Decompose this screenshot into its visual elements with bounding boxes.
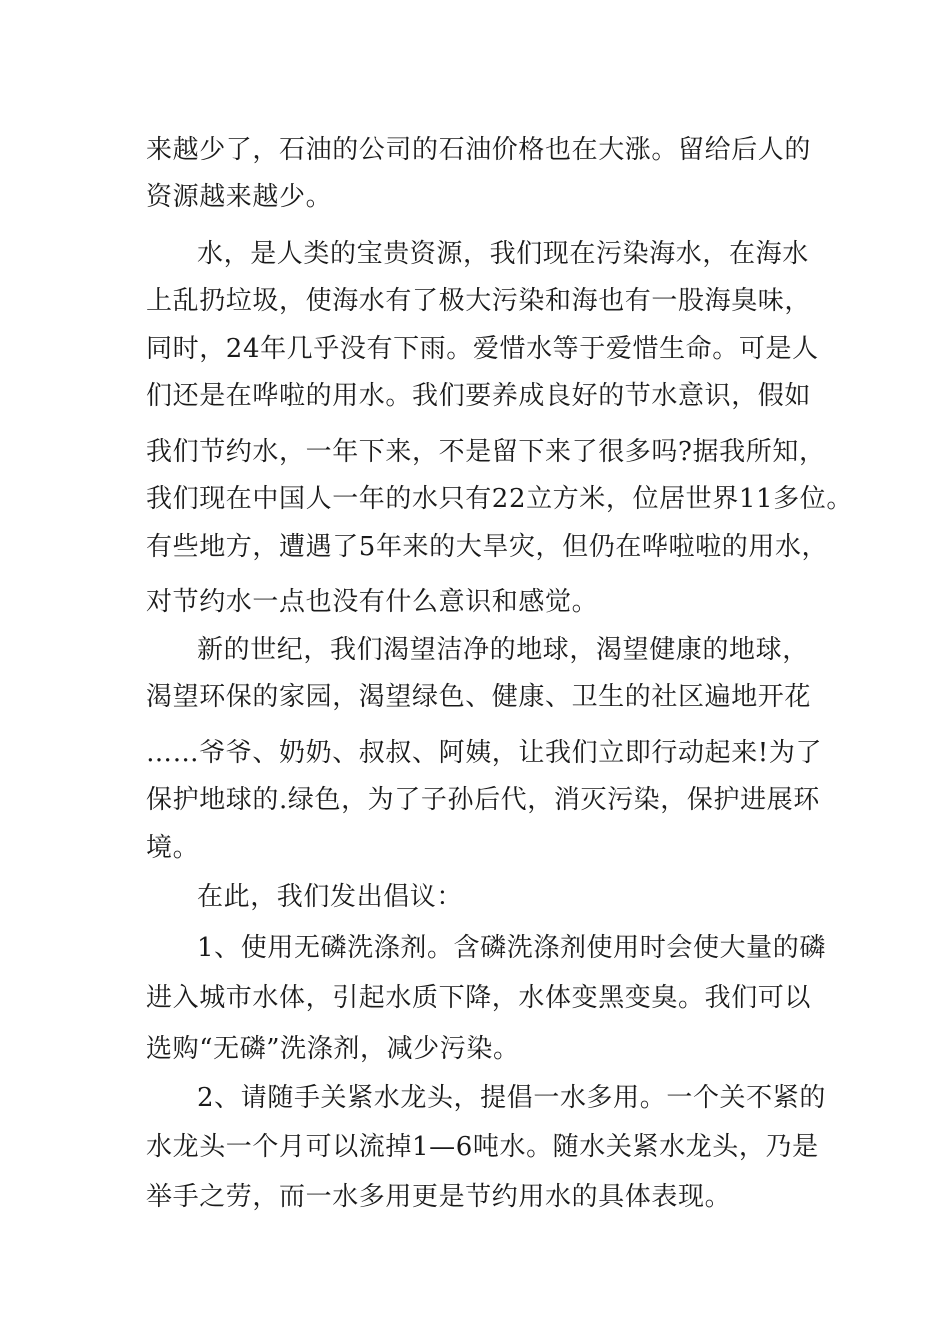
paragraph-first-line: 水，是人类的宝贵资源，我们现在污染海水，在海水 bbox=[197, 239, 809, 269]
body-text-line: 有些地方，遭遇了5年来的大旱灾，但仍在哗啦啦的用水， bbox=[146, 532, 829, 562]
body-text-line: 同时，24年几乎没有下雨。爱惜水等于爱惜生命。可是人 bbox=[146, 334, 819, 364]
paragraph-first-line: 1、使用无磷洗涤剂。含磷洗涤剂使用时会使大量的磷 bbox=[197, 933, 826, 963]
paragraph-first-line: 2、请随手关紧水龙头，提倡一水多用。一个关不紧的 bbox=[197, 1083, 826, 1113]
body-text-line: 举手之劳，而一水多用更是节约用水的具体表现。 bbox=[146, 1182, 732, 1212]
body-text-line: 我们现在中国人一年的水只有22立方米，位居世界11多位。 bbox=[146, 484, 853, 514]
body-text-line: 我们节约水，一年下来，不是留下来了很多吗?据我所知， bbox=[146, 437, 826, 467]
body-text-line: 们还是在哗啦的用水。我们要养成良好的节水意识，假如 bbox=[146, 381, 812, 411]
body-text-line: 来越少了，石油的公司的石油价格也在大涨。留给后人的 bbox=[146, 135, 812, 165]
paragraph-first-line: 在此，我们发出倡议： bbox=[197, 882, 464, 912]
body-text-line: 进入城市水体，引起水质下降，水体变黑变臭。我们可以 bbox=[146, 983, 812, 1013]
body-text-line: 渴望环保的家园，渴望绿色、健康、卫生的社区遍地开花 bbox=[146, 682, 812, 712]
body-text-line: 水龙头一个月可以流掉1—6吨水。随水关紧水龙头，乃是 bbox=[146, 1132, 819, 1162]
body-text-line: 资源越来越少。 bbox=[146, 182, 333, 212]
body-text-line: 境。 bbox=[146, 833, 200, 863]
body-text-line: 对节约水一点也没有什么意识和感觉。 bbox=[146, 587, 599, 617]
body-text-line: 选购“无磷”洗涤剂，减少污染。 bbox=[146, 1034, 520, 1064]
body-text-line: ……爷爷、奶奶、叔叔、阿姨，让我们立即行动起来!为了 bbox=[146, 738, 823, 768]
body-text-line: 上乱扔垃圾，使海水有了极大污染和海也有一股海臭味， bbox=[146, 286, 812, 316]
body-text-line: 保护地球的.绿色，为了子孙后代，消灭污染，保护进展环 bbox=[146, 785, 820, 815]
paragraph-first-line: 新的世纪，我们渴望洁净的地球，渴望健康的地球， bbox=[197, 635, 809, 665]
